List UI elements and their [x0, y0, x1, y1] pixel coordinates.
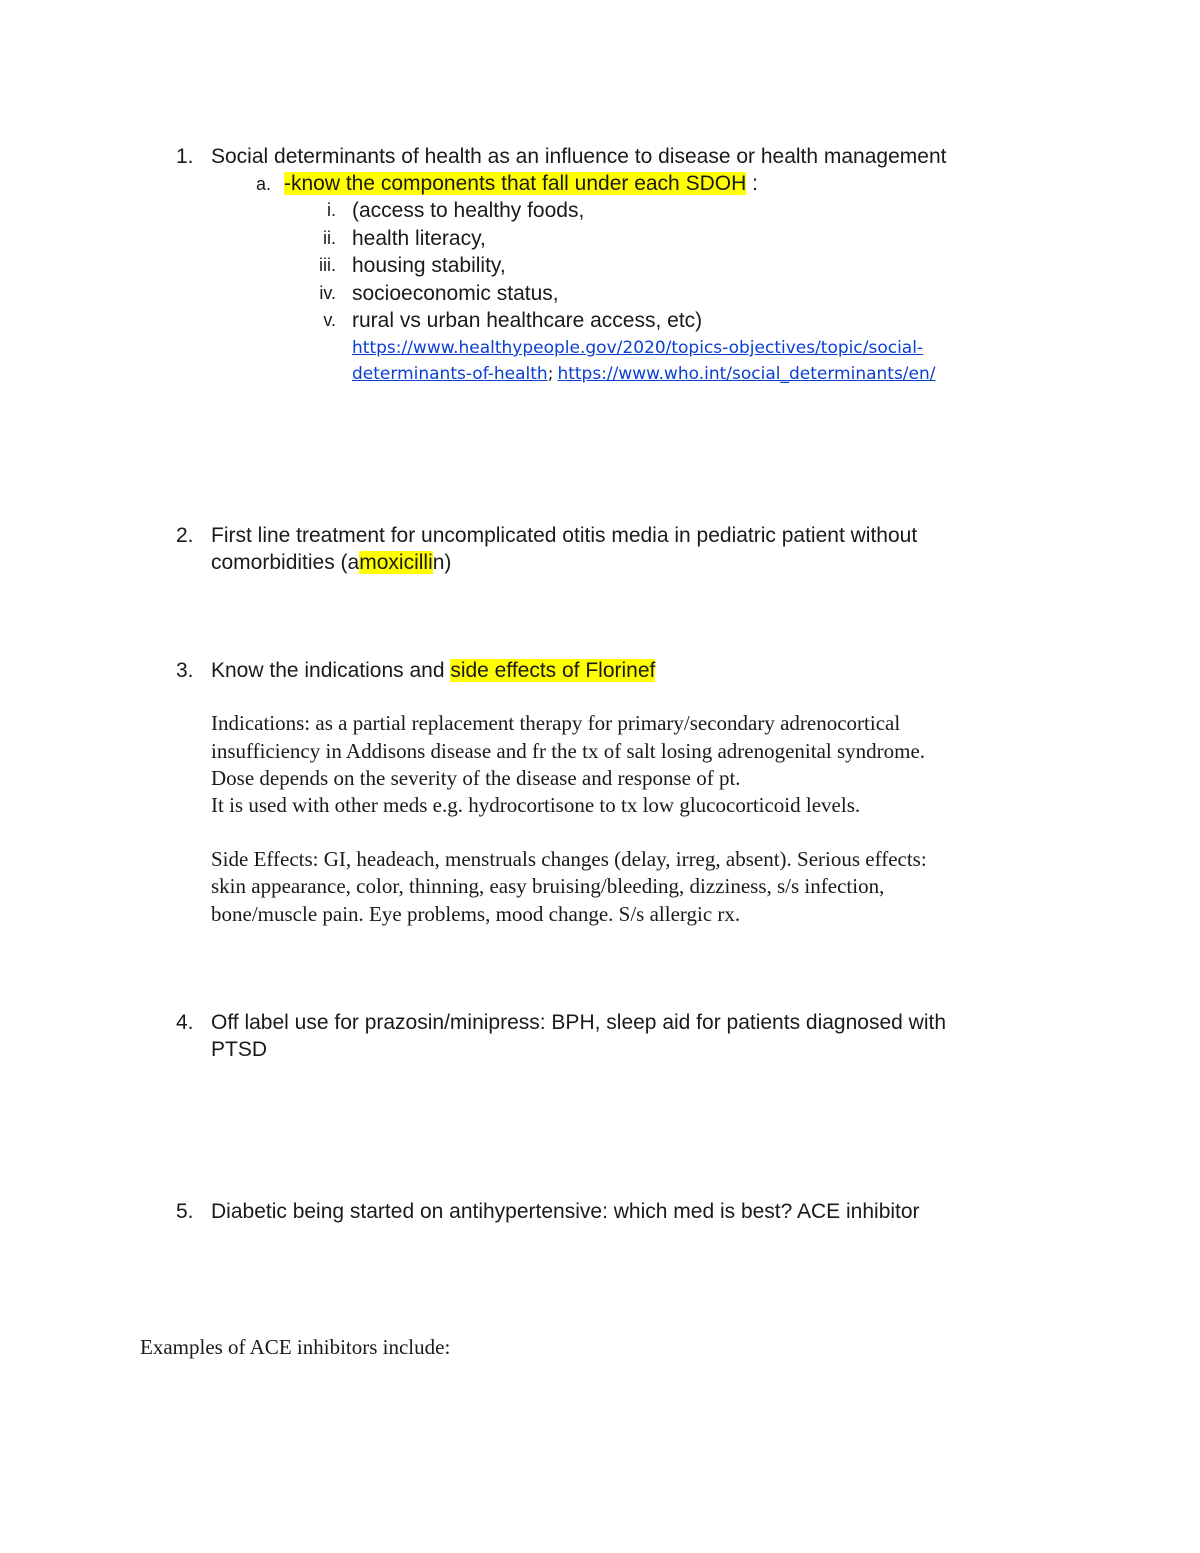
ace-examples-heading: Examples of ACE inhibitors include: — [140, 1335, 451, 1359]
sub-a-suffix: : — [746, 172, 758, 195]
roman-item-text: (access to healthy foods, — [352, 199, 585, 222]
roman-numeral: ii. — [323, 228, 336, 248]
link-line-1 — [352, 335, 923, 362]
item-4-line-1: Off label use for prazosin/minipress: BPH, sleep aid for patients diagnosed with — [211, 1011, 946, 1034]
item-4-number: 4. — [176, 1011, 194, 1034]
item-4-line-2: PTSD — [211, 1038, 268, 1061]
roman-numeral: iv. — [319, 283, 336, 303]
indications-line: Indications: as a partial replacement therapy for primary/secondary adrenocortical — [211, 711, 901, 735]
item-2-number: 2. — [176, 524, 194, 547]
item-2-line-1: First line treatment for uncomplicated otitis media in pediatric patient without — [211, 524, 918, 547]
indications-line: insufficiency in Addisons disease and fr the tx of salt losing adrenogenital syndrome. — [211, 739, 926, 763]
item-5-text: Diabetic being started on antihypertensive: which med is best? ACE inhibitor — [211, 1200, 920, 1223]
roman-item-text: rural vs urban healthcare access, etc) — [352, 309, 703, 332]
item-1-number: 1. — [176, 145, 194, 168]
healthypeople-link-continued[interactable]: determinants-of-health — [352, 364, 548, 384]
who-link[interactable]: https://www.who.int/social_determinants/en/ — [557, 364, 936, 384]
item-2-highlight: moxicilli — [359, 551, 433, 574]
item-2-post: n) — [432, 551, 452, 574]
item-3-pre: Know the indications and — [211, 659, 451, 682]
roman-numeral: v. — [323, 310, 336, 330]
sub-a-highlight: -know the components that fall under each SDOH — [284, 172, 747, 195]
indications-line: It is used with other meds e.g. hydrocortisone to tx low glucocorticoid levels. — [211, 793, 861, 817]
sub-a-letter: a. — [256, 174, 272, 194]
roman-numeral: iii. — [319, 255, 336, 275]
link-separator: ; — [547, 364, 554, 384]
item-2-line-2 — [211, 549, 451, 576]
side-effects-line: skin appearance, color, thinning, easy bruising/bleeding, dizziness, s/s infection, — [211, 874, 885, 898]
indications-line: Dose depends on the severity of the disease and response of pt. — [211, 766, 741, 790]
side-effects-line: Side Effects: GI, headeach, menstruals changes (delay, irreg, absent). Serious effects: — [211, 847, 927, 871]
item-3-highlight: side effects of Florinef — [450, 659, 656, 682]
item-3-number: 3. — [176, 659, 194, 682]
roman-item-text: socioeconomic status, — [352, 282, 559, 305]
roman-numeral: i. — [327, 200, 336, 220]
item-2-pre: comorbidities (a — [211, 551, 360, 574]
item-5-number: 5. — [176, 1200, 194, 1223]
roman-item-text: health literacy, — [352, 227, 486, 250]
link-line-2 — [352, 361, 936, 388]
item-1-text: Social determinants of health as an influence to disease or health management — [211, 145, 947, 168]
item-3-text — [211, 657, 655, 684]
side-effects-line: bone/muscle pain. Eye problems, mood change. S/s allergic rx. — [211, 902, 741, 926]
sub-a-line — [284, 170, 758, 197]
healthypeople-link[interactable]: https://www.healthypeople.gov/2020/topics-objectives/topic/social- — [352, 338, 924, 358]
roman-item-text: housing stability, — [352, 254, 506, 277]
